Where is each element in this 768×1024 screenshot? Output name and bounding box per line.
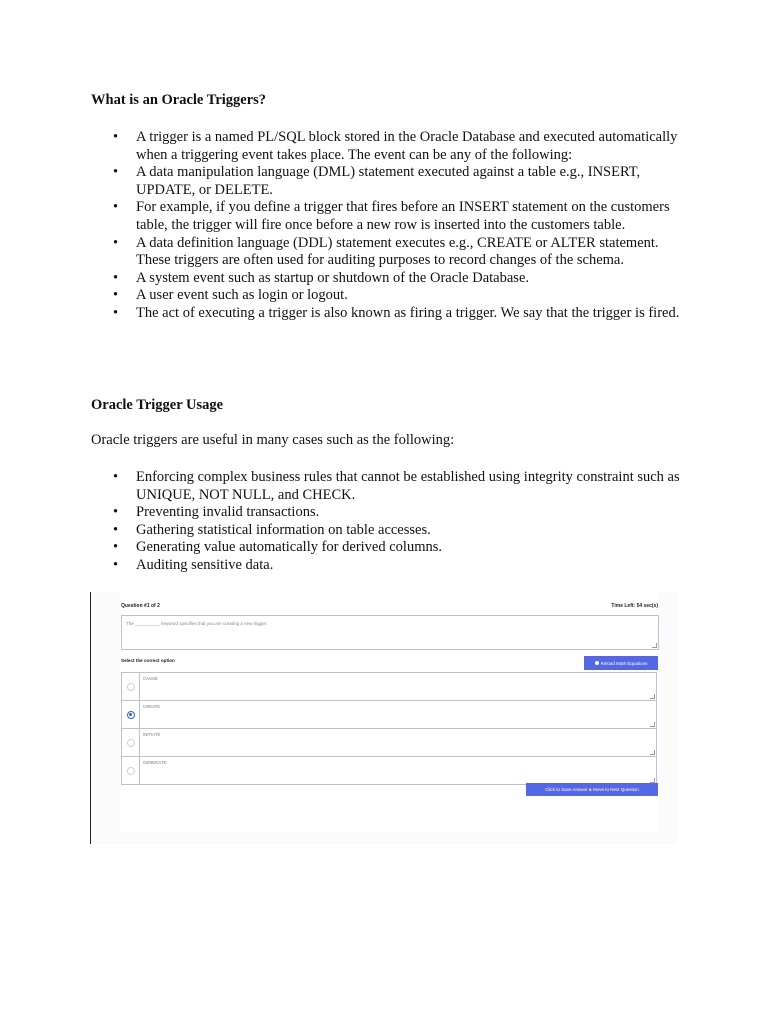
- usage-bullet-list: [91, 469, 681, 575]
- radio-cell[interactable]: [122, 673, 140, 700]
- reload-icon: [595, 661, 599, 665]
- question-textarea[interactable]: [121, 615, 659, 650]
- quiz-header: [120, 603, 658, 611]
- list-item: • For example, if you define a trigger that fires before an INSERT statement on the customers table, the trigger will fire once before a new row is inserted into the customers table.: [91, 199, 681, 234]
- radio-button[interactable]: [127, 767, 135, 775]
- usage-intro-paragraph: Oracle triggers are useful in many cases such as the following:: [91, 432, 455, 448]
- list-item: • Generating value automatically for derived columns.: [91, 539, 681, 557]
- resize-handle-icon[interactable]: [650, 722, 655, 727]
- list-item: • A data definition language (DDL) statement executes e.g., CREATE or ALTER statement. These triggers are often used for auditing purposes to record changes of the schema.: [91, 235, 681, 270]
- option-create[interactable]: [121, 701, 657, 729]
- radio-button[interactable]: [127, 739, 135, 747]
- list-item: • Auditing sensitive data.: [91, 557, 681, 575]
- list-item: • A user event such as login or logout.: [91, 287, 681, 305]
- radio-cell[interactable]: [122, 701, 140, 728]
- answer-options: [121, 672, 657, 785]
- reload-button-label: Reload Math Equations: [600, 660, 648, 666]
- option-label: GENERATE: [143, 760, 167, 765]
- list-item: • A trigger is a named PL/SQL block stored in the Oracle Database and executed automatically when a triggering event takes place. The event can be any of the following:: [91, 129, 681, 164]
- heading-oracle-triggers: What is an Oracle Triggers?: [91, 92, 267, 108]
- resize-handle-icon[interactable]: [650, 750, 655, 755]
- option-cause[interactable]: [121, 672, 657, 701]
- radio-button[interactable]: [127, 683, 135, 691]
- triggers-bullet-list: [91, 129, 681, 323]
- option-label: CREATE: [143, 704, 161, 709]
- reload-math-button[interactable]: [584, 656, 658, 670]
- question-text: The __________ keyword specifies that you are creating a new trigger.: [126, 621, 268, 626]
- list-item: • Gathering statistical information on table accesses.: [91, 522, 681, 540]
- list-item: • Preventing invalid transactions.: [91, 504, 681, 522]
- quiz-panel: [120, 592, 658, 832]
- option-generate[interactable]: [121, 757, 657, 785]
- heading-trigger-usage: Oracle Trigger Usage: [91, 397, 224, 413]
- option-initiate[interactable]: [121, 729, 657, 757]
- option-label: CAUSE: [143, 676, 158, 681]
- quiz-screenshot: [90, 592, 677, 844]
- save-next-question-button[interactable]: Click to Save Answer & Move to Next Question: [526, 783, 658, 796]
- time-left: Time Left: 54 sec(s): [611, 603, 658, 609]
- resize-handle-icon[interactable]: [650, 694, 655, 699]
- radio-cell[interactable]: [122, 757, 140, 784]
- radio-button-selected[interactable]: [127, 711, 135, 719]
- question-number: Question #1 of 2: [121, 603, 160, 609]
- list-item: • A system event such as startup or shutdown of the Oracle Database.: [91, 270, 681, 288]
- select-option-label: Select the correct option: [121, 658, 175, 663]
- list-item: • A data manipulation language (DML) statement executed against a table e.g., INSERT, UPDATE, or DELETE.: [91, 164, 681, 199]
- radio-cell[interactable]: [122, 729, 140, 756]
- resize-handle-icon[interactable]: [652, 643, 657, 648]
- list-item: • Enforcing complex business rules that cannot be established using integrity constraint such as UNIQUE, NOT NULL, and CHECK.: [91, 469, 681, 504]
- list-item: • The act of executing a trigger is also known as firing a trigger. We say that the trigger is fired.: [91, 305, 681, 323]
- option-label: INITIATE: [143, 732, 161, 737]
